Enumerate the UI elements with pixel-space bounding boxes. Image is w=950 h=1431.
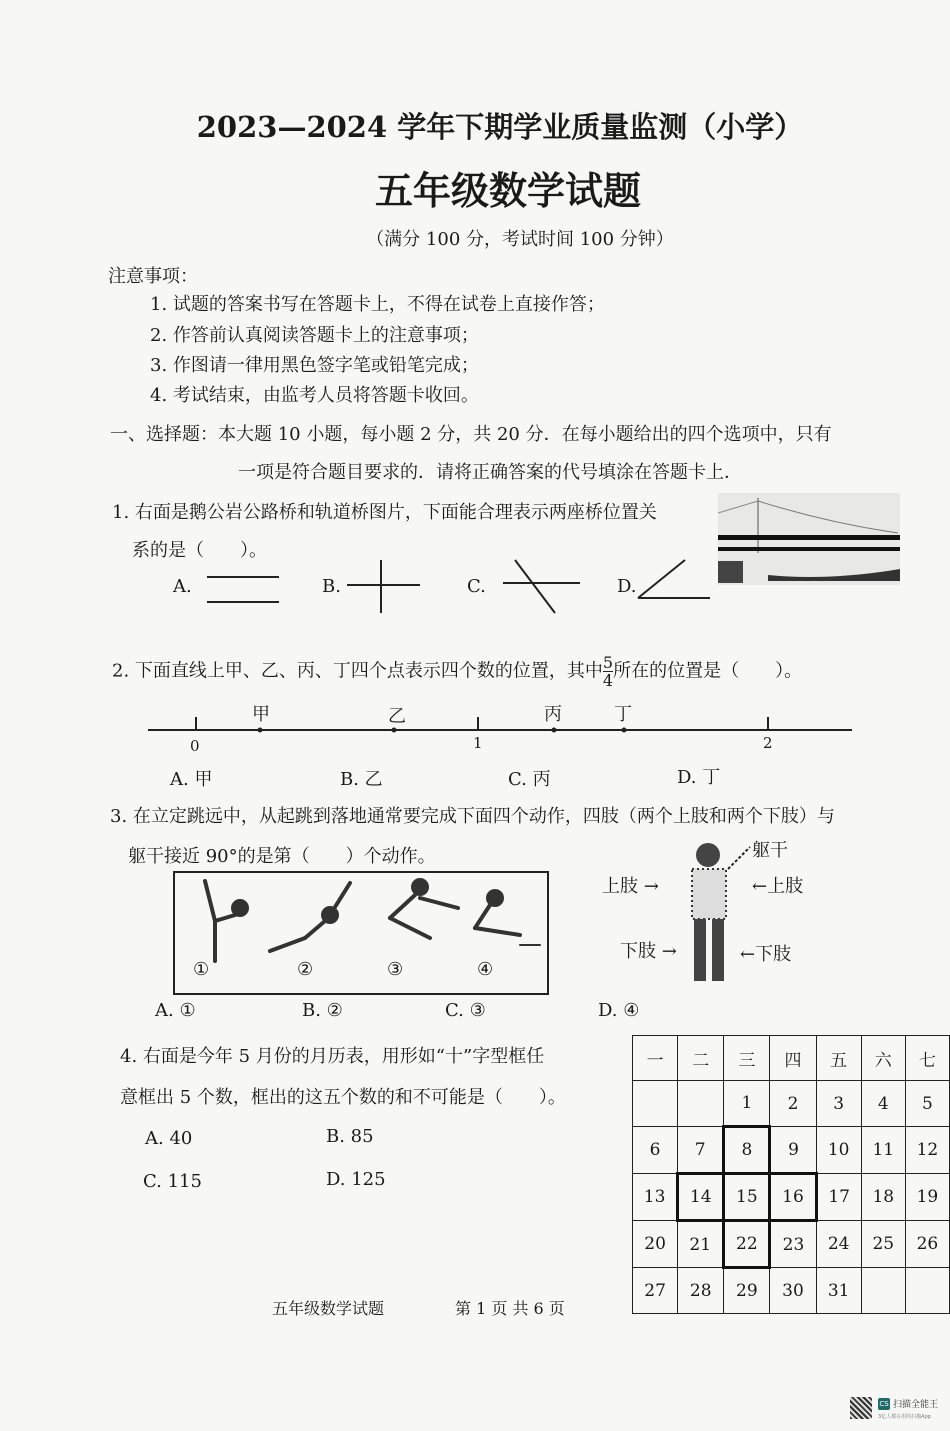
fraction-5-4: $\frac{5}{4}$ (602, 653, 614, 690)
q1-option-b: B. (322, 576, 341, 597)
calendar-day: 27 (633, 1268, 678, 1314)
q3-text: 3. 在立定跳远中，从起跳到落地通常要完成下面四个动作，四肢（两个上肢和两个下肢）与 (110, 806, 835, 827)
calendar-day: 19 (905, 1174, 949, 1221)
q2-option-d: D. 丁 (677, 767, 721, 788)
q3-option-b: B. ② (302, 1000, 343, 1021)
weekday-header: 二 (678, 1036, 724, 1081)
calendar-day: 17 (816, 1174, 861, 1221)
q4-option-d: D. 125 (326, 1169, 386, 1190)
q2-option-b: B. 乙 (340, 769, 383, 790)
label-upper-limb-left: 上肢 → (602, 876, 659, 897)
point-bing: 丙 (544, 704, 562, 725)
notice-item: 4. 考试结束，由监考人员将答题卡收回。 (150, 385, 479, 406)
qr-code-icon (850, 1397, 872, 1419)
step-3: ③ (387, 959, 404, 980)
calendar-day: 24 (816, 1221, 861, 1268)
calendar-row (633, 1174, 950, 1221)
calendar-day: 20 (633, 1221, 678, 1268)
calendar-day: 4 (861, 1081, 905, 1127)
calendar-day: 8 (724, 1127, 770, 1174)
calendar-day: 7 (678, 1127, 724, 1174)
calendar-row (633, 1081, 950, 1127)
calendar-day: 11 (861, 1127, 905, 1174)
q3-option-d: D. ④ (598, 1000, 640, 1021)
calendar-row (633, 1127, 950, 1174)
calendar-day: 3 (816, 1081, 861, 1127)
q1-text: 系的是（ ）。 (132, 540, 267, 561)
notice-heading: 注意事项： (108, 266, 198, 287)
calendar-day: 29 (724, 1268, 770, 1314)
step-1: ① (193, 959, 210, 980)
section-heading: 一、选择题：本大题 10 小题，每小题 2 分，共 20 分．在每小题给出的四个选项中，只有 (110, 424, 832, 445)
q1-option-c: C. (467, 576, 486, 597)
calendar-day: 9 (770, 1127, 816, 1174)
weekday-header: 四 (770, 1036, 816, 1081)
notice-item: 1. 试题的答案书写在答题卡上，不得在试卷上直接作答； (150, 294, 605, 315)
tick-0: 0 (190, 737, 200, 755)
calendar-day: 16 (770, 1174, 816, 1221)
tick-1: 1 (473, 734, 483, 752)
q3-text: 躯干接近 90°的是第（ ）个动作。 (128, 846, 436, 867)
q1-option-a: A. (173, 576, 192, 597)
calendar-day: 10 (816, 1127, 861, 1174)
label-upper-limb-right: ←上肢 (752, 876, 804, 897)
calendar-day: 18 (861, 1174, 905, 1221)
calendar-day: 21 (678, 1221, 724, 1268)
section-instructions: 一项是符合题目要求的．请将正确答案的代号填涂在答题卡上． (238, 462, 742, 483)
exam-note: （满分 100 分，考试时间 100 分钟） (366, 229, 674, 250)
notice-item: 2. 作答前认真阅读答题卡上的注意事项； (150, 325, 479, 346)
calendar-day: 26 (905, 1221, 949, 1268)
number-line (140, 695, 860, 755)
q4-text: 4. 右面是今年 5 月份的月历表，用形如“十”字型框任 (120, 1046, 545, 1067)
q2-option-a: A. 甲 (170, 769, 213, 790)
q1-line-figures (195, 555, 715, 615)
tick-2: 2 (763, 734, 773, 752)
point-ding: 丁 (614, 704, 632, 725)
calendar-day: 12 (905, 1127, 949, 1174)
may-calendar (632, 1035, 950, 1314)
bridge-photo (718, 493, 900, 585)
q3-option-c: C. ③ (445, 1000, 486, 1021)
camscanner-logo-icon: CS (879, 1400, 889, 1408)
calendar-day: 30 (770, 1268, 816, 1314)
watermark-tagline: 3亿人都在用的扫描App (878, 1414, 931, 1420)
calendar-day: 13 (633, 1174, 678, 1221)
step-2: ② (297, 959, 314, 980)
q4-option-b: B. 85 (326, 1126, 374, 1147)
calendar-day: 25 (861, 1221, 905, 1268)
q3-option-a: A. ① (155, 1000, 196, 1021)
q2-option-c: C. 丙 (508, 769, 551, 790)
q1-text: 1. 右面是鹅公岩公路桥和轨道桥图片，下面能合理表示两座桥位置关 (112, 502, 657, 523)
calendar-day (861, 1268, 905, 1314)
footer-title: 五年级数学试题 (272, 1299, 385, 1318)
label-lower-limb-left: 下肢 → (620, 941, 677, 962)
calendar-day: 22 (724, 1221, 770, 1268)
calendar-day: 31 (816, 1268, 861, 1314)
step-4: ④ (477, 959, 494, 980)
label-torso: 躯干 (752, 840, 788, 861)
calendar-day: 6 (633, 1127, 678, 1174)
weekday-header: 六 (861, 1036, 905, 1081)
q4-option-a: A. 40 (145, 1128, 193, 1149)
exam-title: 2023—2024 学年下期学业质量监测（小学） (196, 110, 804, 144)
jump-sequence-figure (173, 871, 549, 995)
notice-item: 3. 作图请一律用黑色签字笔或铅笔完成； (150, 355, 479, 376)
calendar-row (633, 1268, 950, 1314)
calendar-day: 23 (770, 1221, 816, 1268)
point-yi: 乙 (388, 706, 406, 727)
jumper-figures (175, 873, 547, 963)
q4-text: 意框出 5 个数，框出的这五个数的和不可能是（ ）。 (120, 1087, 566, 1108)
calendar-day (633, 1081, 678, 1127)
calendar-day: 28 (678, 1268, 724, 1314)
calendar-day (678, 1081, 724, 1127)
calendar-header-row (633, 1036, 950, 1081)
weekday-header: 五 (816, 1036, 861, 1081)
calendar-day: 2 (770, 1081, 816, 1127)
calendar-day: 15 (724, 1174, 770, 1221)
calendar-row (633, 1221, 950, 1268)
weekday-header: 一 (633, 1036, 678, 1081)
q1-option-d: D. (617, 576, 637, 597)
weekday-header: 七 (905, 1036, 949, 1081)
label-lower-limb-right: ←下肢 (740, 944, 792, 965)
point-jia: 甲 (252, 704, 270, 725)
exam-subtitle: 五年级数学试题 (374, 168, 641, 213)
calendar-day: 1 (724, 1081, 770, 1127)
calendar-day: 5 (905, 1081, 949, 1127)
q2-text: 2. 下面直线上甲、乙、丙、丁四个点表示四个数的位置，其中 $\frac{5}{4}$ 所在的位置是（ ）。 (112, 653, 803, 690)
calendar-day: 14 (678, 1174, 724, 1221)
page-number: 第 1 页 共 6 页 (455, 1299, 565, 1318)
calendar-day (905, 1268, 949, 1314)
weekday-header: 三 (724, 1036, 770, 1081)
watermark-app-name: 扫描全能王 (893, 1400, 939, 1410)
q4-option-c: C. 115 (143, 1171, 202, 1192)
